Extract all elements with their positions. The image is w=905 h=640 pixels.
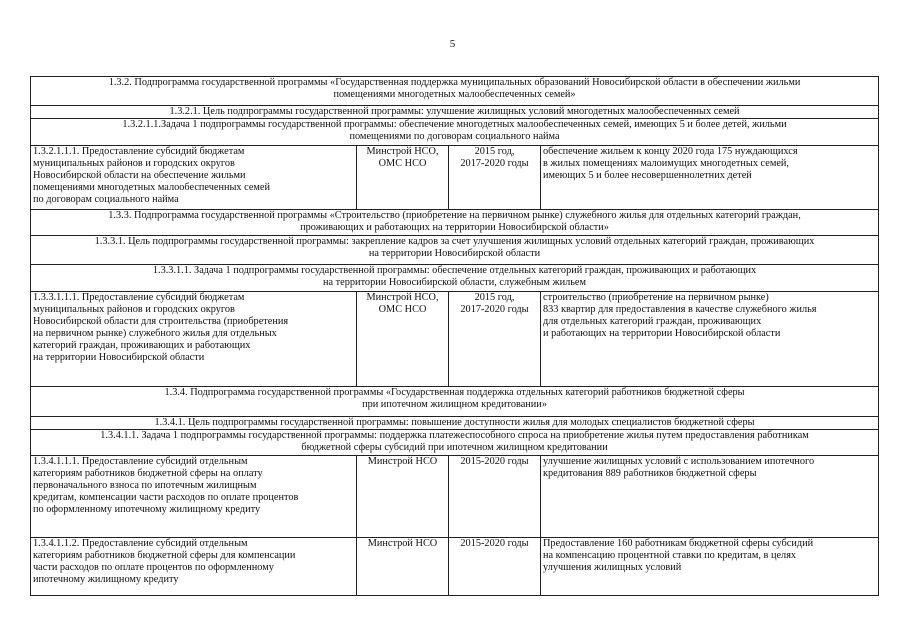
heading-text: 1.3.4.1. Цель подпрограммы государственной программы: повышение доступности жилья для молодых специалистов бюджетной сферы (154, 417, 755, 428)
period-cell (449, 292, 541, 387)
goal-heading (31, 236, 879, 265)
result-text: обеспечение жильем к концу 2020 года 175 нуждающихся в жилых помещениях малоимущих многодетных семей, имеющих 5 и более несовершеннолетних детей (543, 146, 798, 181)
heading-text: 1.3.2. Подпрограмма государственной программы «Государственная поддержка муниципальных образований Новосибирской области в обеспечении жильми помещениями многодетных малообеспеченных семей» (108, 77, 801, 100)
table-row (31, 538, 879, 596)
period-cell (449, 538, 541, 596)
executor-cell (357, 292, 449, 387)
subprogram-heading (31, 210, 879, 236)
result-cell (541, 292, 879, 387)
measure-text: 1.3.4.1.1.1. Предоставление субсидий отдельным категориям работников бюджетной сферы на оплату первоначального взноса по ипотечным жилищным кредитам, компенсации части расходов по оплате процентов по оформленному ипотечному жилищному кредиту (33, 456, 299, 515)
table-row (31, 292, 879, 387)
section-header-row (31, 417, 879, 430)
executor-text: Минстрой НСО, ОМС НСО (366, 146, 439, 169)
section-header-row (31, 106, 879, 119)
result-text: улучшение жилищных условий с использованием ипотечного кредитования 889 работников бюджетной сферы (543, 456, 815, 479)
period-text: 2015 год, 2017-2020 годы (460, 292, 529, 315)
table-row (31, 146, 879, 210)
executor-text: Минстрой НСО (367, 538, 438, 549)
period-text: 2015-2020 годы (460, 456, 529, 467)
section-header-row (31, 387, 879, 417)
executor-cell (357, 146, 449, 210)
task-heading (31, 430, 879, 456)
heading-text: 1.3.3.1. Цель подпрограммы государственной программы: закрепление кадров за счет улучшения жилищных условий отдельных категорий граждан, проживающих на территории Новосибирской области (94, 236, 815, 259)
measure-text: 1.3.3.1.1.1. Предоставление субсидий бюджетам муниципальных районов и городских округов Новосибирской области для строительства (приобретения на первичном рынке) служебного жилья для отдельных категорий граждан, проживающих и работающих на территории Новосибирской области (33, 292, 289, 363)
heading-text: 1.3.4. Подпрограмма государственной программы «Государственная поддержка отдельных категорий работников бюджетной сферы при ипотечном жилищном кредитовании» (164, 387, 745, 410)
section-header-row (31, 210, 879, 236)
result-text: строительство (приобретение на первичном рынке) 833 квартир для предоставления в качестве служебного жилья для отдельных категорий граждан, проживающих и работающих на территории Новосибирской области (543, 292, 817, 339)
period-cell (449, 456, 541, 538)
measure-cell (31, 146, 357, 210)
executor-cell (357, 456, 449, 538)
task-heading (31, 119, 879, 146)
subprogram-heading (31, 77, 879, 106)
page-number: 5 (449, 38, 456, 50)
period-cell (449, 146, 541, 210)
measure-cell (31, 538, 357, 596)
goal-heading (31, 417, 879, 430)
result-cell (541, 146, 879, 210)
measure-cell (31, 456, 357, 538)
section-header-row (31, 430, 879, 456)
executor-text: Минстрой НСО, ОМС НСО (366, 292, 439, 315)
measure-cell (31, 292, 357, 387)
section-header-row (31, 265, 879, 292)
section-header-row (31, 236, 879, 265)
executor-text: Минстрой НСО (367, 456, 438, 467)
task-heading (31, 265, 879, 292)
table-row (31, 456, 879, 538)
heading-text: 1.3.3. Подпрограмма государственной программы «Строительство (приобретение на первичном рынке) служебного жилья для отдельных категорий граждан, проживающих и работающих на территории Новосибирской области» (108, 210, 801, 233)
goal-heading (31, 106, 879, 119)
result-cell (541, 456, 879, 538)
period-text: 2015 год, 2017-2020 годы (460, 146, 529, 169)
section-header-row (31, 119, 879, 146)
heading-text: 1.3.3.1.1. Задача 1 подпрограммы государственной программы: обеспечение отдельных категорий граждан, проживающих и работающих на территории Новосибирской области, служебным жильем (152, 265, 757, 288)
result-text: Предоставление 160 работникам бюджетной сферы субсидий на компенсацию процентной ставки по кредитам, в целях улучшения жилищных условий (543, 538, 814, 573)
measure-text: 1.3.4.1.1.2. Предоставление субсидий отдельным категориям работников бюджетной сферы для компенсации части расходов по оплате процентов по оформленному ипотечному жилищному кредиту (33, 538, 296, 585)
executor-cell (357, 538, 449, 596)
heading-text: 1.3.4.1.1. Задача 1 подпрограммы государственной программы: поддержка платежеспособного спроса на приобретение жилья путем предоставления работникам бюджетной сферы субсидий при ипотечном жилищном кредитовании (100, 430, 809, 453)
section-header-row (31, 77, 879, 106)
program-table (30, 76, 879, 596)
heading-text: 1.3.2.1.1.Задача 1 подпрограммы государственной программы: обеспечение многодетных малообеспеченных семей, имеющих 5 и более детей, жильми помещениями по договорам социального найма (122, 119, 787, 142)
period-text: 2015-2020 годы (460, 538, 529, 549)
result-cell (541, 538, 879, 596)
measure-text: 1.3.2.1.1.1. Предоставление субсидий бюджетам муниципальных районов и городских округов Новосибирской области на обеспечение жильми помещениями многодетных малообеспеченных семей по договорам социального найма (33, 146, 270, 205)
heading-text: 1.3.2.1. Цель подпрограммы государственной программы: улучшение жилищных условий многодетных малообеспеченных семей (169, 106, 740, 117)
subprogram-heading (31, 387, 879, 417)
